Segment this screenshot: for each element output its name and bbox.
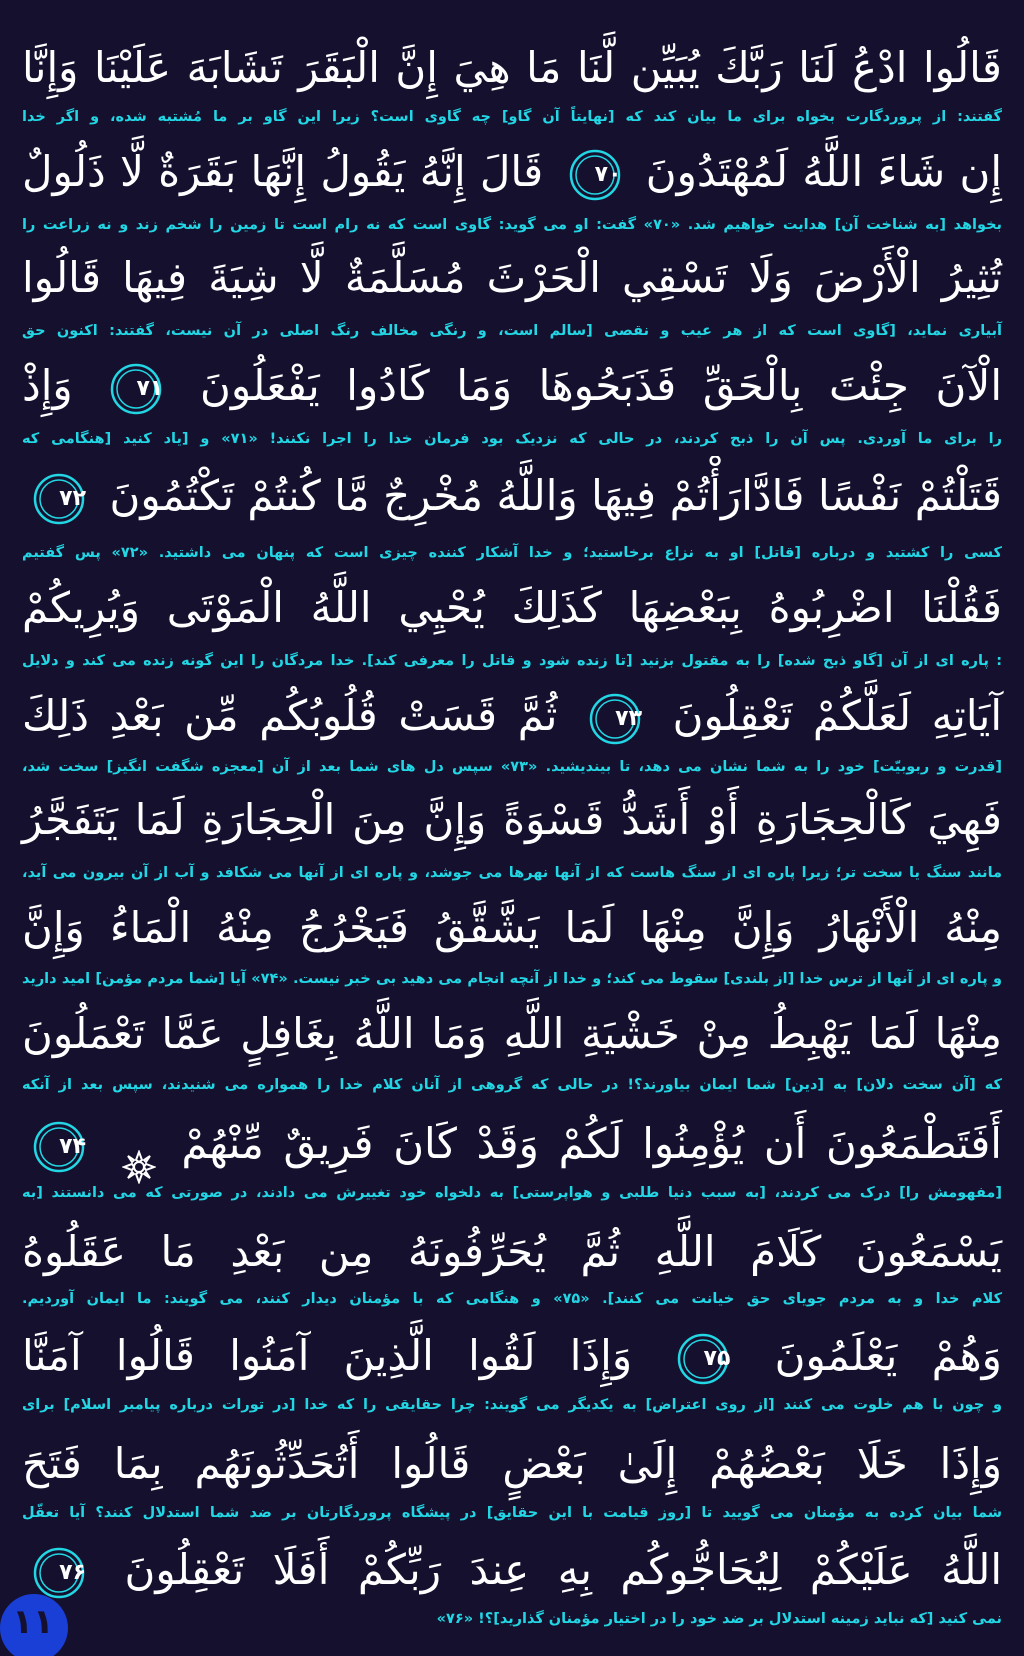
translation-line-14: شما بیان کرده به مؤمنان می گویید تا [روز قیامت با این حقایق] در پیشگاه پروردگارتان بر ضد شما استدلال کنند؟ آیا تعقّل: [22, 1505, 1002, 1521]
arabic-line-1: [0, 28, 1024, 108]
translation-line-2: بخواهد [به شناخت آن] هدایت خواهیم شد. «۷۰» گفت: او می گوید: گاوی است که نه رام است تا زمین را شخم زند و نه زراعت را: [22, 217, 1002, 233]
ayah-number-marker: [109, 362, 163, 416]
translation-line-8: مانند سنگ یا سخت تر؛ زیرا پاره ای از سنگ هاست که از آنها نهرها می جوشد، و پاره ای از آنها می شکافد و آب از آن بیرون می آید،: [22, 865, 1002, 881]
arabic-line-15: [0, 1530, 1024, 1610]
arabic-line-8: [0, 780, 1024, 860]
translation-line-4: را برای ما آوردی. پس آن را ذبح کردند، در حالی که نزدیک بود فرمان خدا را اجرا نکنند! «۷۱» و [یاد کنید [هنگامی که: [22, 431, 1002, 447]
ayah-number: ۷۴: [59, 1133, 86, 1159]
ayah-number-marker: [32, 1120, 86, 1174]
page-number-badge: [0, 1588, 68, 1656]
arabic-segment: ثُمَّ قَسَتْ قُلُوبُكُم مِّن بَعْدِ ذَلِكَ: [22, 691, 558, 740]
arabic-segment: قَتَلْتُمْ نَفْسًا فَادَّارَأْتُمْ فِيهَا وَاللَّهُ مُخْرِجٌ مَّا كُنتُمْ تَكْتُمُونَ: [109, 471, 1002, 520]
arabic-segment: فَهِيَ كَالْحِجَارَةِ أَوْ أَشَدُّ قَسْوَةً وَإِنَّ مِنَ الْحِجَارَةِ لَمَا يَتَفَجَّرُ: [22, 795, 1002, 844]
arabic-segment: مِنْهُ الْأَنْهَارُ وَإِنَّ مِنْهَا لَمَا يَشَّقَّقُ فَيَخْرُجُ مِنْهُ الْمَاءُ وَإِنَّ: [22, 903, 1002, 952]
arabic-line-10: [0, 994, 1024, 1074]
arabic-segment: آيَاتِهِ لَعَلَّكُمْ تَعْقِلُونَ: [672, 691, 1002, 740]
translation-line-1: گفتند: از پروردگارت بخواه برای ما بیان کند که [نهایتاً آن گاو] چه گاوی است؟ زیرا این گاو بر ما مُشتبه شده، و اگر خدا: [22, 109, 1002, 125]
arabic-line-13: [0, 1316, 1024, 1396]
arabic-line-5: [0, 456, 1024, 536]
ayah-number-marker: [568, 148, 622, 202]
translation-line-11: [مفهومش را] درک می کردند، [به سبب دنیا طلبی و هواپرستی] به دلخواه خود تغییرش می دادند، در صورتی که می دانستند [به: [22, 1185, 1002, 1201]
arabic-segment: وَهُمْ يَعْلَمُونَ: [774, 1331, 1002, 1380]
translation-line-6: : پاره ای از آن [گاو ذبح شده] را به مقتول بزنید [تا زنده شود و قاتل را معرفی کند]. خدا مردگان را این گونه زنده می کند و دلایل: [22, 653, 1002, 669]
arabic-segment: قَالُوا ادْعُ لَنَا رَبَّكَ يُبَيِّن لَّنَا مَا هِيَ إِنَّ الْبَقَرَ تَشَابَهَ عَلَيْنَا وَإِنَّا: [22, 43, 1002, 92]
ayah-number: ۷۶: [59, 1559, 86, 1585]
arabic-segment: تُثِيرُ الْأَرْضَ وَلَا تَسْقِي الْحَرْثَ مُسَلَّمَةٌ لَّا شِيَةَ فِيهَا قَالُوا: [22, 253, 1002, 302]
translation-line-12: کلام خدا و به مردم جویای حق خیانت می کنند]. «۷۵» و هنگامی که با مؤمنان دیدار کنند، می گویند: ما ایمان آوردیم.: [22, 1291, 1002, 1307]
ayah-number: ۷۳: [615, 705, 643, 731]
translation-line-13: و چون با هم خلوت می کنند [از روی اعتراض] به یکدیگر می گویند: چرا حقایقی را که خدا [در تورات درباره پیامبر اسلام] برای: [22, 1397, 1002, 1413]
arabic-segment: وَإِذْ: [22, 361, 73, 410]
arabic-line-12: [0, 1212, 1024, 1292]
arabic-segment: فَقُلْنَا اضْرِبُوهُ بِبَعْضِهَا كَذَلِكَ يُحْيِي اللَّهُ الْمَوْتَى وَيُرِيكُمْ: [22, 583, 1002, 632]
ayah-number-marker: [32, 472, 86, 526]
arabic-line-7: [0, 676, 1024, 756]
translation-line-7: [قدرت و ربوبیّت] خود را به شما نشان می دهد، تا بیندیشید. «۷۳» سپس دل های شما بعد از آن [معجزه شگفت انگیز] سخت شد،: [22, 759, 1003, 775]
arabic-segment: وَإِذَا خَلَا بَعْضُهُمْ إِلَىٰ بَعْضٍ قَالُوا أَتُحَدِّثُونَهُم بِمَا فَتَحَ: [22, 1439, 1002, 1488]
page-number: ۱۱: [12, 1602, 54, 1642]
ayah-number: ۷۵: [703, 1345, 731, 1371]
arabic-segment: الْآنَ جِئْتَ بِالْحَقِّ فَذَبَحُوهَا وَمَا كَادُوا يَفْعَلُونَ: [200, 361, 1002, 410]
flower-ornament-icon: [122, 1130, 156, 1164]
arabic-line-6: [0, 568, 1024, 648]
arabic-segment: يَسْمَعُونَ كَلَامَ اللَّهِ ثُمَّ يُحَرِّفُونَهُ مِن بَعْدِ مَا عَقَلُوهُ: [22, 1227, 1002, 1276]
ayah-number: ۷۱: [136, 375, 164, 401]
translation-line-15: نمی کنید [که نباید زمینه استدلال بر ضد خود را در اختیار مؤمنان گذارید]؟! «۷۶»: [436, 1611, 1002, 1627]
arabic-segment: إِن شَاءَ اللَّهُ لَمُهْتَدُونَ: [645, 147, 1002, 196]
arabic-segment: مِنْهَا لَمَا يَهْبِطُ مِنْ خَشْيَةِ اللَّهِ وَمَا اللَّهُ بِغَافِلٍ عَمَّا تَعْمَلُونَ: [22, 1009, 1002, 1058]
ayah-number: ۷۲: [59, 485, 86, 511]
ayah-number: ۷۰: [594, 161, 622, 187]
arabic-segment: أَفَتَطْمَعُونَ أَن يُؤْمِنُوا لَكُمْ وَقَدْ كَانَ فَرِيقٌ مِّنْهُمْ: [181, 1119, 1002, 1168]
arabic-segment: وَإِذَا لَقُوا الَّذِينَ آمَنُوا قَالُوا آمَنَّا: [22, 1331, 633, 1380]
arabic-line-14: [0, 1424, 1024, 1504]
arabic-line-2: [0, 132, 1024, 212]
arabic-line-9: [0, 888, 1024, 968]
translation-line-3: آبیاری نماید، [گاوی است که از هر عیب و نقصی [سالم است، و رنگی مخالف رنگ اصلی در آن نیست، گفتند: اکنون حق: [22, 323, 1002, 339]
arabic-line-3: [0, 238, 1024, 318]
ayah-number-marker: [588, 692, 642, 746]
arabic-line-4: [0, 346, 1024, 426]
arabic-line-11: [0, 1104, 1024, 1184]
translation-line-10: که [آن سخت دلان] به [دین] شما ایمان بیاورند؟! در حالی که گروهی از آنان کلام خدا را همواره می شنیدند، سپس بعد از آنکه: [22, 1077, 1002, 1093]
ayah-number-marker: [676, 1332, 730, 1386]
arabic-segment: اللَّهُ عَلَيْكُمْ لِيُحَاجُّوكُم بِهِ عِندَ رَبِّكُمْ أَفَلَا تَعْقِلُونَ: [124, 1545, 1002, 1594]
translation-line-5: کسی را کشتید و درباره [قاتل] او به نزاع برخاستید؛ و خدا آشکار کننده چیزی است که پنهان می داشتید. «۷۲» پس گفتیم: [22, 545, 1002, 561]
arabic-segment: قَالَ إِنَّهُ يَقُولُ إِنَّهَا بَقَرَةٌ لَّا ذَلُولٌ: [22, 147, 544, 196]
translation-line-9: و پاره ای از آنها از ترس خدا [از بلندی] سقوط می کند؛ و خدا از آنچه انجام می دهید بی خبر نیست. «۷۴» آیا [شما مردم مؤمن] امید دارید: [22, 971, 1002, 987]
